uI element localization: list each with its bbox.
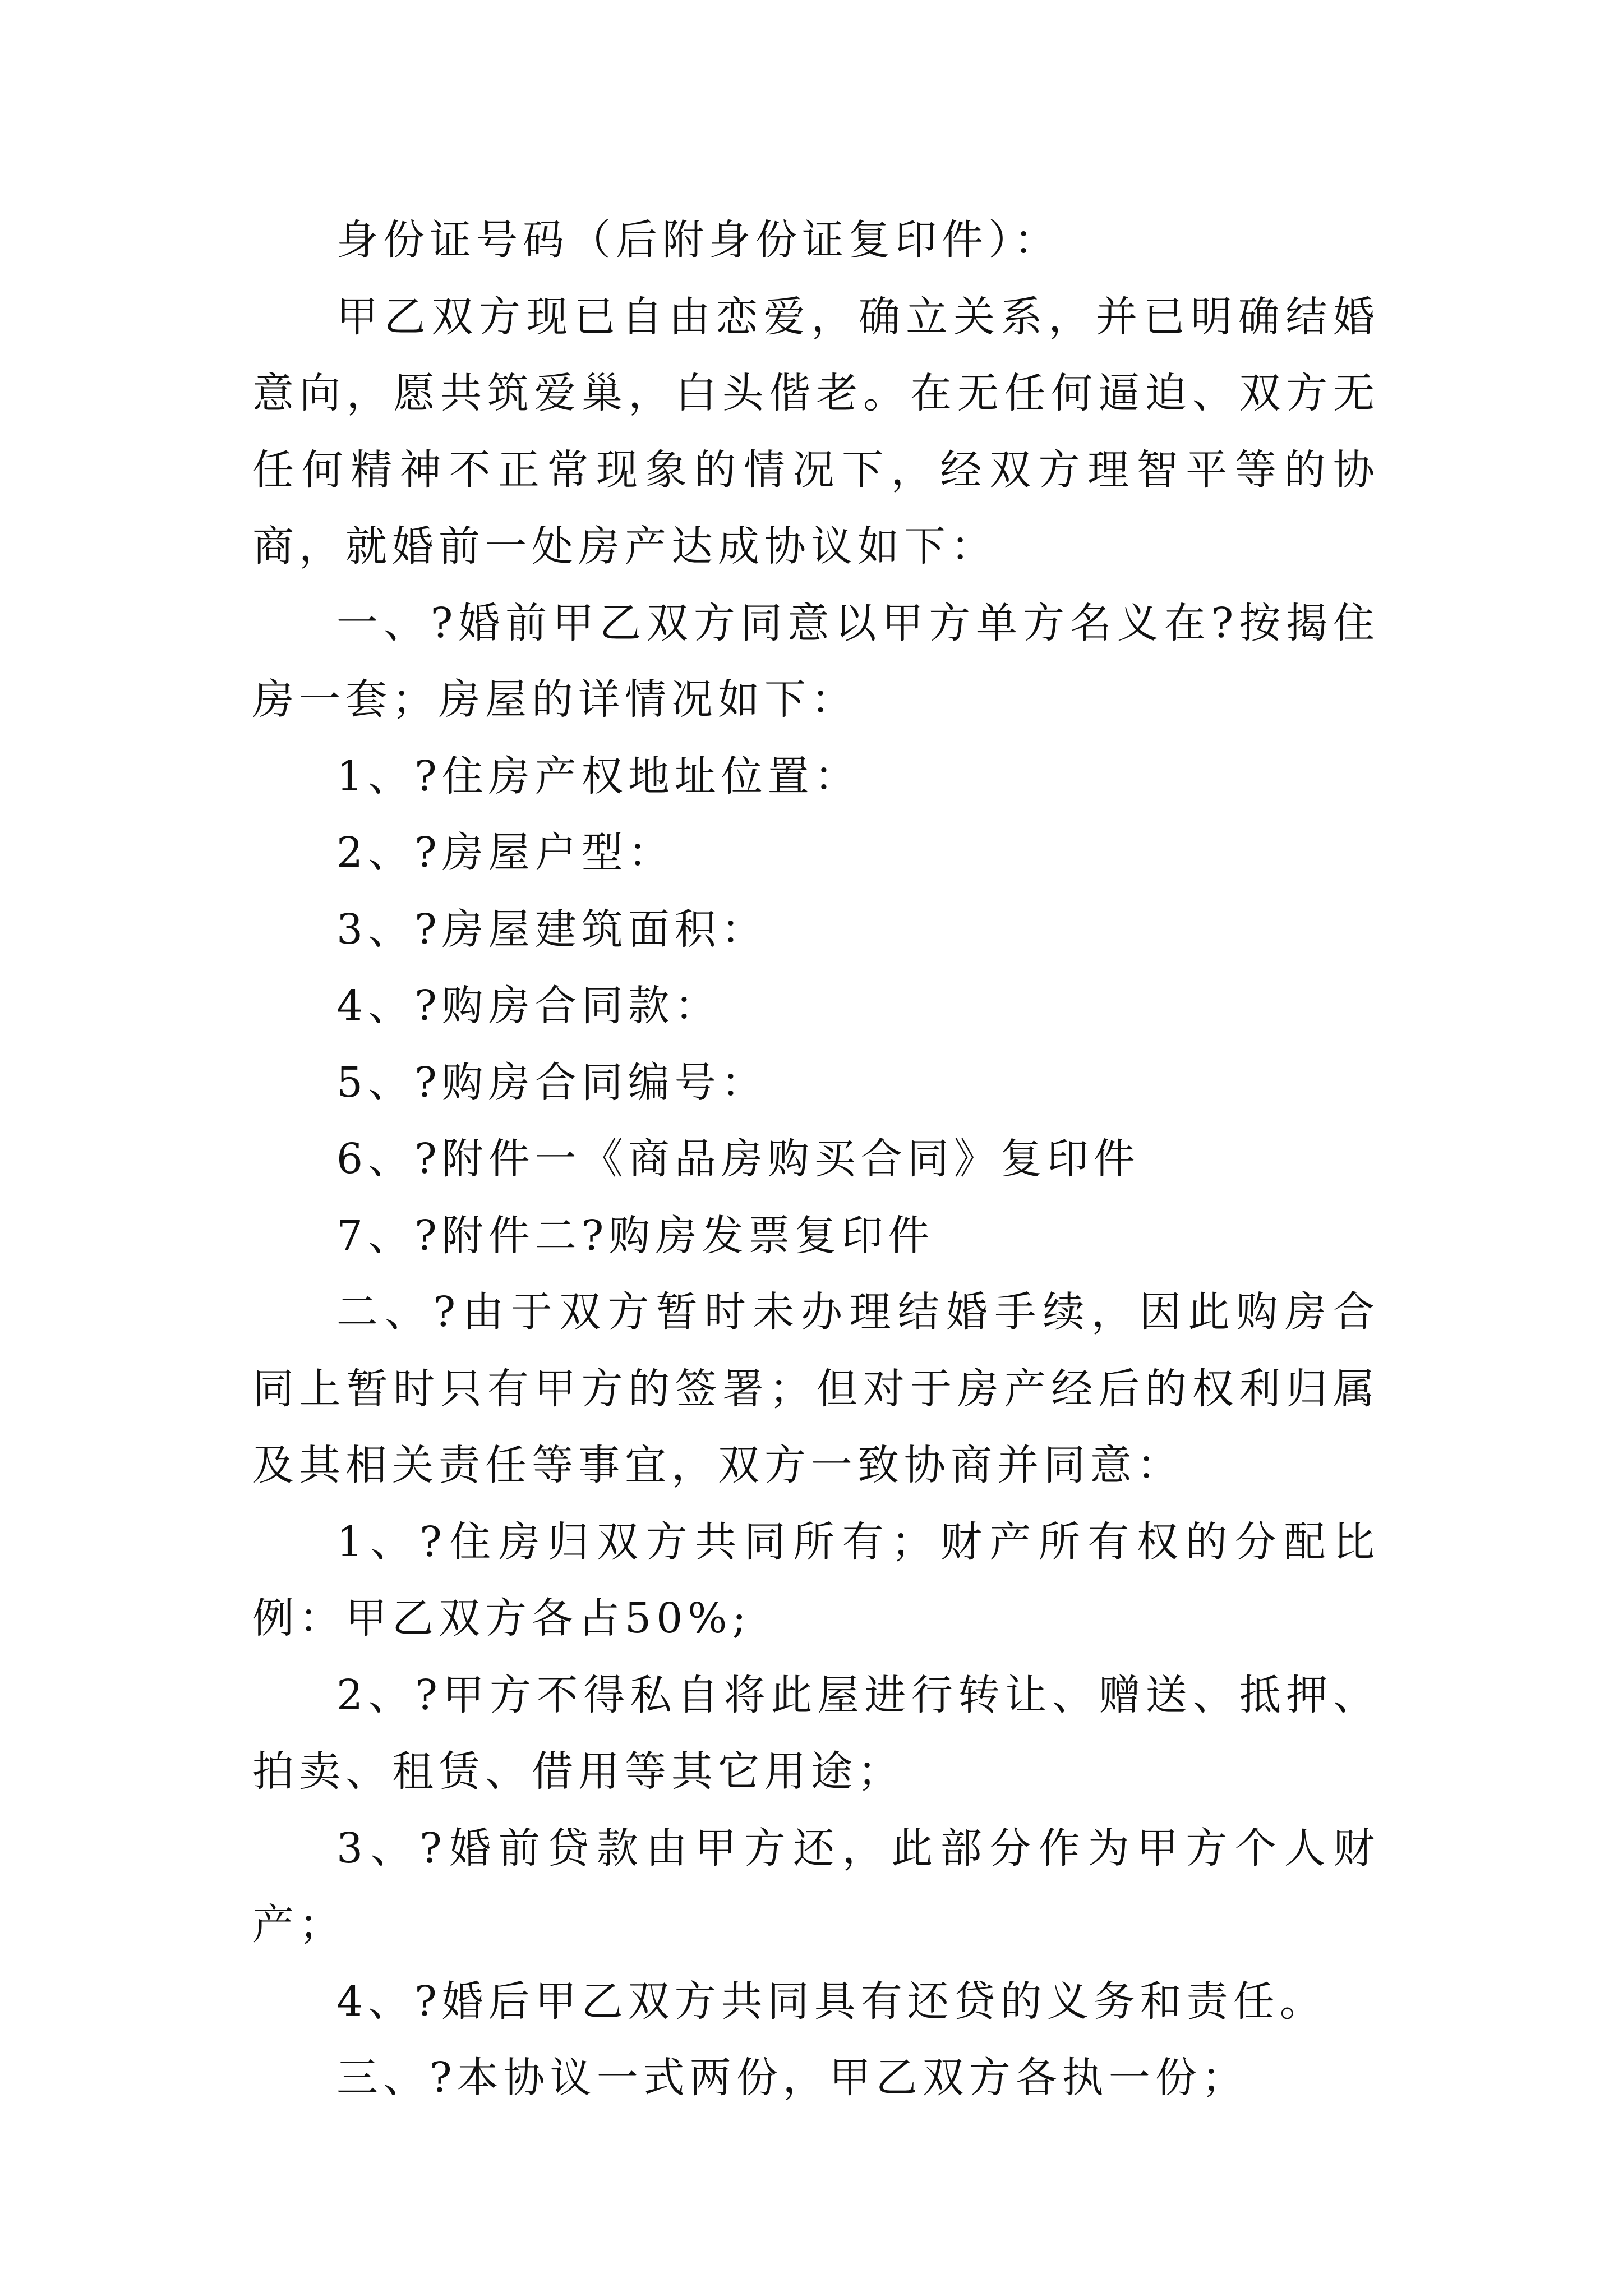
document-body [252, 202, 1380, 2116]
clause-one-item-3: 3、?房屋建筑面积： [336, 905, 768, 954]
clause-one-item-6: 6、?附件一《商品房购买合同》复印件 [336, 1135, 1140, 1183]
clause-two-item-3: 3、?婚前贷款由甲方还，此部分作为甲方个人财产； [252, 1824, 1380, 1949]
clause-one-item-1: 1、?住房产权地址位置： [336, 752, 861, 800]
clause-two-item-4: 4、?婚后甲乙双方共同具有还贷的义务和责任。 [336, 1977, 1326, 2026]
clause-one-item-7: 7、?附件二?购房发票复印件 [336, 1211, 935, 1260]
clause-two: 二、?由于双方暂时未办理结婚手续，因此购房合同上暂时只有甲方的签署；但对于房产经后的权利归属及其相关责任等事宜，双方一致协商并同意： [252, 1288, 1380, 1489]
agreement-preamble: 甲乙双方现已自由恋爱，确立关系，并已明确结婚意向，愿共筑爱巢，白头偕老。在无任何逼迫、双方无任何精神不正常现象的情况下，经双方理智平等的协商，就婚前一处房产达成协议如下： [252, 292, 1380, 570]
clause-one-item-5: 5、?购房合同编号： [336, 1058, 768, 1107]
clause-one-item-4: 4、?购房合同款： [336, 982, 721, 1030]
clause-one: 一、?婚前甲乙双方同意以甲方单方名义在?按揭住房一套；房屋的详情况如下： [252, 599, 1380, 724]
clause-one-item-2: 2、?房屋户型： [336, 829, 675, 877]
id-number-line: 身份证号码（后附身份证复印件）： [336, 216, 1061, 264]
clause-two-item-1: 1、?住房归双方共同所有；财产所有权的分配比例：甲乙双方各占50%; [252, 1517, 1380, 1642]
clause-two-item-2: 2、?甲方不得私自将此屋进行转让、赠送、抵押、拍卖、租赁、借用等其它用途； [252, 1671, 1380, 1796]
clause-three: 三、?本协议一式两份，甲乙双方各执一份； [336, 2054, 1248, 2102]
